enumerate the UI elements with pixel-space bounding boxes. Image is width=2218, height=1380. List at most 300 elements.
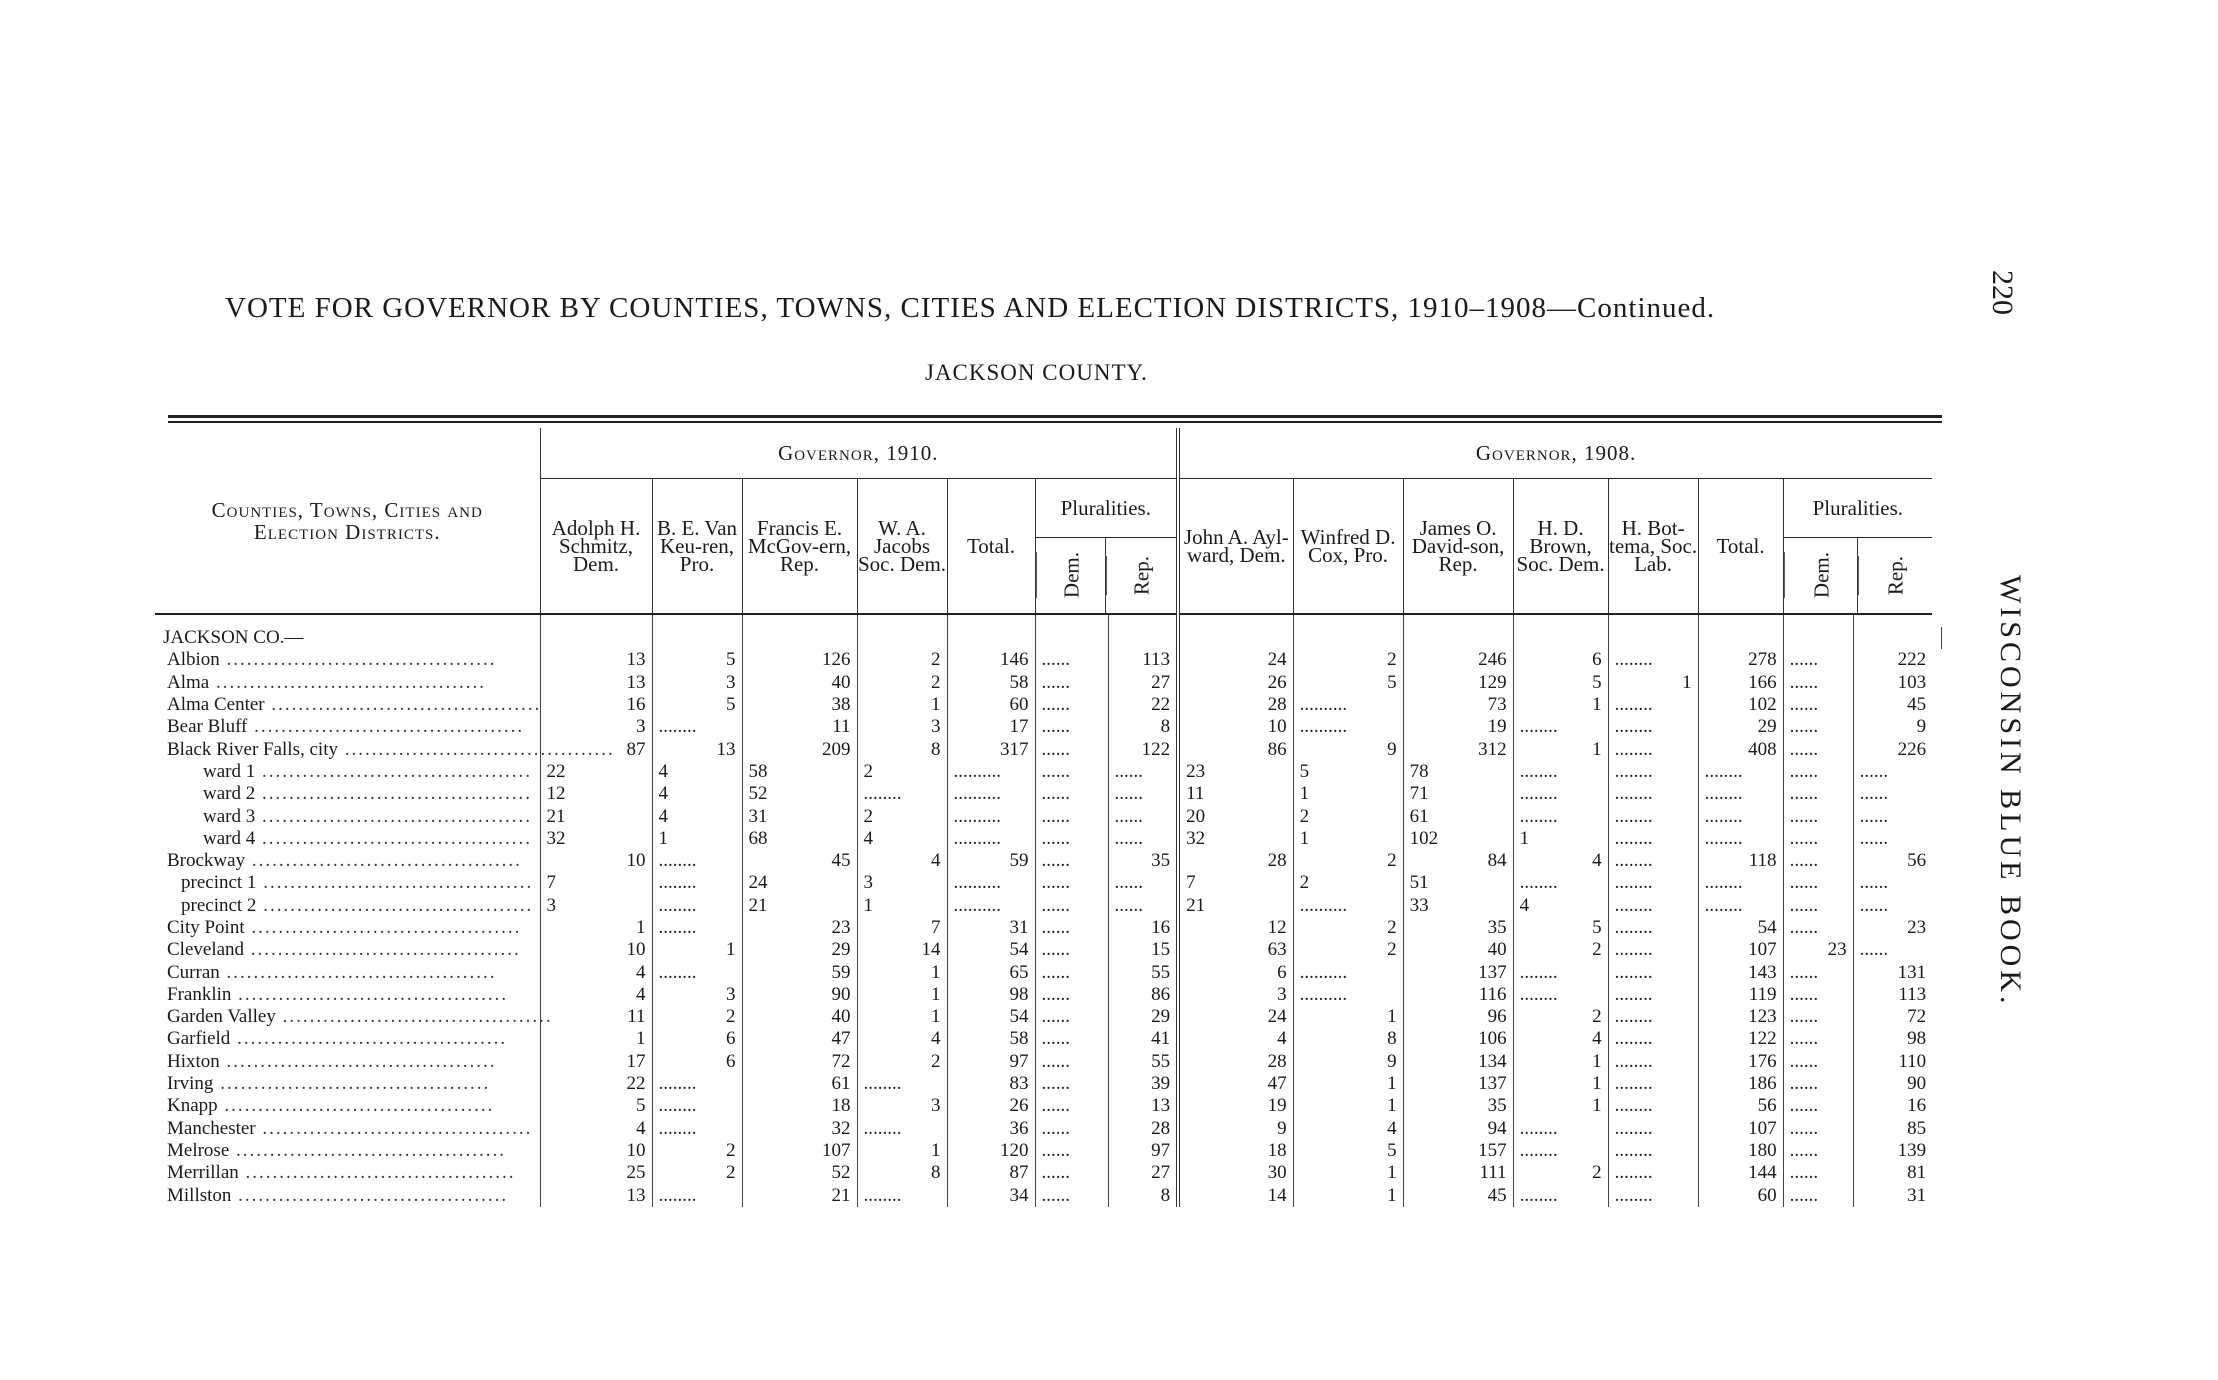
row-name bbox=[155, 805, 540, 827]
vote-cell: 3 bbox=[1178, 984, 1293, 1006]
vote-cell: 122 bbox=[1108, 738, 1178, 760]
vote-cell: 116 bbox=[1403, 984, 1513, 1006]
vote-cell: 131 bbox=[1897, 961, 1927, 983]
leader-dots: ........................................ bbox=[244, 939, 521, 961]
vote-cell: 17 bbox=[947, 716, 1035, 738]
vote-cell bbox=[1698, 627, 1783, 649]
vote-cell: 21 bbox=[742, 1184, 857, 1206]
vote-cell: 94 bbox=[1403, 1118, 1513, 1140]
vote-cell: ........ bbox=[1608, 694, 1698, 716]
vote-cell: 1 bbox=[857, 984, 947, 1006]
vote-cell: .......... bbox=[947, 805, 1035, 827]
vote-cell: 107 bbox=[742, 1140, 857, 1162]
row-name bbox=[155, 1095, 540, 1117]
vote-cell: 119 bbox=[1698, 984, 1783, 1006]
vote-cell: 13 bbox=[540, 649, 652, 671]
row-name bbox=[155, 828, 540, 850]
row-name bbox=[155, 1118, 540, 1140]
vote-cell: 23 bbox=[742, 917, 857, 939]
vote-table-body bbox=[155, 614, 1942, 1207]
vote-cell: 9 bbox=[1293, 738, 1403, 760]
pluralities-1908 bbox=[1783, 479, 1932, 615]
vote-cell: 111 bbox=[1403, 1162, 1513, 1184]
vote-cell bbox=[1608, 627, 1698, 649]
row-name bbox=[155, 1140, 540, 1162]
vote-cell: ...... bbox=[1108, 783, 1178, 805]
vote-cell: ...... bbox=[1783, 1184, 1853, 1206]
table-row bbox=[155, 672, 1942, 694]
vote-cell: 4 bbox=[1293, 1118, 1403, 1140]
vote-cell: 1 bbox=[857, 694, 947, 716]
vote-cell: ........ bbox=[857, 1073, 947, 1095]
vote-cell: ........ bbox=[1698, 872, 1783, 894]
vote-cell: ........ bbox=[652, 1095, 742, 1117]
vote-cell: 45 bbox=[742, 850, 857, 872]
vote-cell: ........ bbox=[1608, 1095, 1698, 1117]
vote-cell: 1 bbox=[1293, 1006, 1403, 1028]
vote-cell: ...... bbox=[1035, 917, 1108, 939]
vote-cell: ...... bbox=[1035, 783, 1108, 805]
vote-cell: ...... bbox=[1783, 1006, 1853, 1028]
county-heading: JACKSON COUNTY. bbox=[925, 360, 1148, 385]
cand-1910-vankeuren: B. E. Van Keu-ren, Pro. bbox=[652, 479, 742, 615]
vote-cell: ........ bbox=[1698, 828, 1783, 850]
vote-cell: ........ bbox=[1608, 1140, 1698, 1162]
table-row bbox=[155, 1028, 1942, 1050]
vote-cell: 86 bbox=[1178, 738, 1293, 760]
row-name-label: JACKSON CO.— bbox=[163, 627, 304, 649]
vote-cell: 86 bbox=[1108, 984, 1178, 1006]
vote-cell: ........ bbox=[1608, 716, 1698, 738]
table-row bbox=[155, 716, 1942, 738]
vote-cell: ...... bbox=[1035, 1051, 1108, 1073]
vote-cell: 5 bbox=[652, 694, 742, 716]
leader-dots: ........................................ bbox=[244, 917, 522, 938]
vote-cell: 106 bbox=[1403, 1028, 1513, 1050]
leader-dots: ........................................ bbox=[275, 1006, 553, 1028]
row-name-label: precinct 2 bbox=[181, 894, 257, 916]
plur-1910-rep bbox=[1106, 538, 1176, 613]
table-row bbox=[155, 1162, 1942, 1184]
vote-cell: ...... bbox=[1783, 850, 1853, 872]
vote-cell: ...... bbox=[1035, 850, 1108, 872]
vote-cell: ...... bbox=[1783, 672, 1853, 694]
spacer-cell bbox=[1853, 614, 1932, 627]
vote-cell: 166 bbox=[1698, 672, 1783, 694]
vote-cell: 4 bbox=[1513, 1028, 1608, 1050]
vote-cell: 23 bbox=[1178, 761, 1293, 783]
vote-cell: 65 bbox=[947, 961, 1035, 983]
vote-cell: 103 bbox=[1897, 671, 1927, 693]
row-name-label: City Point bbox=[167, 917, 245, 938]
vote-cell: 87 bbox=[540, 738, 652, 760]
vote-cell: 5 bbox=[540, 1095, 652, 1117]
vote-cell: 4 bbox=[540, 961, 652, 983]
row-name bbox=[155, 1006, 553, 1028]
vote-cell: 4 bbox=[652, 805, 742, 827]
vote-cell: ...... bbox=[1035, 1073, 1108, 1095]
vote-cell: ...... bbox=[1108, 895, 1178, 917]
vote-cell: ........ bbox=[1608, 939, 1698, 961]
vote-cell: ........ bbox=[1608, 917, 1698, 939]
table-row bbox=[155, 850, 1942, 872]
row-name bbox=[155, 761, 540, 783]
row-name bbox=[155, 872, 540, 894]
vote-cell: ........ bbox=[1608, 1028, 1698, 1050]
vote-cell: 32 bbox=[1178, 828, 1293, 850]
vote-cell: 278 bbox=[1698, 649, 1783, 671]
vote-cell: ...... bbox=[1783, 1140, 1853, 1162]
vote-cell: ........ bbox=[1513, 716, 1608, 738]
vote-cell: ........ bbox=[1698, 895, 1783, 917]
vote-cell: 22 bbox=[540, 761, 652, 783]
vote-cell: ........ bbox=[1513, 961, 1608, 983]
plur-1908-rep-label: Rep. bbox=[1858, 556, 1932, 595]
table-row bbox=[155, 738, 1942, 760]
vote-cell: 4 bbox=[1178, 1028, 1293, 1050]
vote-cell: .......... bbox=[1293, 895, 1403, 917]
table-row bbox=[155, 939, 1942, 961]
vote-cell: 40 bbox=[1403, 939, 1513, 961]
table-row bbox=[155, 627, 1942, 649]
vote-cell: ...... bbox=[1035, 1095, 1108, 1117]
vote-cell: 5 bbox=[1293, 761, 1403, 783]
cand-1908-total: Total. bbox=[1698, 479, 1783, 615]
vote-cell: 25 bbox=[540, 1162, 652, 1184]
pluralities-1910 bbox=[1035, 479, 1178, 615]
cand-1908-brown: H. D. Brown, Soc. Dem. bbox=[1513, 479, 1608, 615]
plur-1908-rep bbox=[1858, 538, 1932, 613]
table-row bbox=[155, 694, 1942, 716]
vote-cell: 19 bbox=[1403, 716, 1513, 738]
row-name-label: Bear Bluff bbox=[167, 716, 248, 738]
vote-cell: .......... bbox=[947, 783, 1035, 805]
vote-cell: 4 bbox=[857, 850, 947, 872]
vote-cell: 317 bbox=[947, 738, 1035, 760]
vote-cell: 59 bbox=[742, 961, 857, 983]
vote-cell: 61 bbox=[742, 1073, 857, 1095]
vote-cell: ........ bbox=[1608, 1118, 1698, 1140]
table-row bbox=[155, 1184, 1942, 1206]
vote-cell: 1 bbox=[1293, 828, 1403, 850]
row-name-label: precinct 1 bbox=[181, 872, 257, 894]
vote-cell: ...... bbox=[1783, 917, 1853, 939]
vote-cell: 4 bbox=[1513, 850, 1608, 872]
table-row bbox=[155, 761, 1942, 783]
vote-cell: 3 bbox=[857, 872, 947, 894]
vote-cell: 19 bbox=[1178, 1095, 1293, 1117]
table-row bbox=[155, 1118, 1942, 1140]
header-first-col bbox=[155, 428, 540, 614]
vote-cell: ........ bbox=[652, 716, 742, 738]
row-name-label: Hixton bbox=[167, 1050, 220, 1072]
vote-cell: 408 bbox=[1698, 738, 1783, 760]
vote-cell: 87 bbox=[947, 1162, 1035, 1184]
vote-cell: ........ bbox=[1608, 783, 1698, 805]
vote-cell: .......... bbox=[1293, 694, 1403, 716]
cand-1908-davidson: James O. David-son, Rep. bbox=[1403, 479, 1513, 615]
vote-cell: 113 bbox=[1108, 649, 1178, 671]
vote-cell: ........ bbox=[1608, 961, 1698, 983]
vote-cell: 58 bbox=[947, 1028, 1035, 1050]
row-name-label: Millston bbox=[167, 1184, 232, 1206]
leader-dots: ........................................ bbox=[264, 694, 542, 716]
vote-cell: 60 bbox=[1698, 1184, 1783, 1206]
vote-cell: ...... bbox=[1035, 1162, 1108, 1184]
vote-cell: .......... bbox=[947, 895, 1035, 917]
vote-cell: 28 bbox=[1178, 850, 1293, 872]
vote-cell: 2 bbox=[1513, 1006, 1608, 1028]
vote-cell: ........ bbox=[1513, 984, 1608, 1006]
spacer-cell bbox=[540, 614, 652, 627]
cand-1910-schmitz: Adolph H. Schmitz, Dem. bbox=[540, 479, 652, 615]
vote-cell: 28 bbox=[1178, 694, 1293, 716]
vote-cell: ........ bbox=[1608, 850, 1698, 872]
vote-cell: ...... bbox=[1783, 984, 1853, 1006]
vote-cell: 1 bbox=[1293, 1162, 1403, 1184]
vote-cell: 2 bbox=[652, 1162, 742, 1184]
vote-cell: ...... bbox=[1783, 961, 1853, 983]
book-title: WISCONSIN BLUE BOOK. bbox=[1994, 575, 2027, 1008]
vote-cell: 55 bbox=[1108, 961, 1178, 983]
row-name-label: ward 4 bbox=[203, 827, 256, 849]
vote-cell: ........ bbox=[857, 783, 947, 805]
vote-cell: 4 bbox=[652, 761, 742, 783]
vote-cell: 13 bbox=[1108, 1095, 1178, 1117]
vote-cell: 107 bbox=[1698, 1118, 1783, 1140]
vote-cell: 2 bbox=[652, 1006, 742, 1028]
vote-cell: 6 bbox=[1178, 961, 1293, 983]
vote-cell: 176 bbox=[1698, 1051, 1783, 1073]
vote-cell: 5 bbox=[1293, 672, 1403, 694]
vote-cell: 2 bbox=[857, 672, 947, 694]
vote-cell: 22 bbox=[540, 1073, 652, 1095]
vote-cell: ........ bbox=[1608, 872, 1698, 894]
vote-cell: ...... bbox=[1783, 716, 1853, 738]
vote-cell bbox=[540, 627, 652, 649]
vote-cell: 63 bbox=[1178, 939, 1293, 961]
vote-cell: 52 bbox=[742, 783, 857, 805]
vote-cell: ........ bbox=[1513, 805, 1608, 827]
vote-cell: ...... bbox=[1859, 894, 1889, 916]
vote-cell: 10 bbox=[540, 1140, 652, 1162]
leader-dots: ........................................ bbox=[255, 783, 532, 805]
row-name-label: Merrillan bbox=[167, 1162, 239, 1184]
table-row bbox=[155, 1140, 1942, 1162]
page-title: VOTE FOR GOVERNOR BY COUNTIES, TOWNS, CITIES AND ELECTION DISTRICTS, 1910–1908—Continued. bbox=[225, 292, 1716, 324]
leader-dots: ........................................ bbox=[219, 649, 497, 671]
vote-cell: ........ bbox=[857, 1184, 947, 1206]
row-name-label: Franklin bbox=[167, 983, 232, 1005]
plur-1910-dem-label: Dem. bbox=[1036, 552, 1106, 598]
vote-cell: 97 bbox=[1108, 1140, 1178, 1162]
vote-cell: ...... bbox=[1783, 694, 1853, 716]
vote-cell: 39 bbox=[1108, 1073, 1178, 1095]
vote-cell: 61 bbox=[1403, 805, 1513, 827]
vote-cell: 1 bbox=[1293, 1184, 1403, 1206]
vote-cell: 137 bbox=[1403, 1073, 1513, 1095]
vote-cell: 2 bbox=[857, 805, 947, 827]
row-name-label: Alma bbox=[167, 671, 210, 693]
vote-cell: 2 bbox=[1293, 939, 1403, 961]
vote-cell: 60 bbox=[947, 694, 1035, 716]
vote-cell: 1 bbox=[1293, 1073, 1403, 1095]
cand-1910-total: Total. bbox=[947, 479, 1035, 615]
vote-cell: 209 bbox=[742, 738, 857, 760]
vote-cell: 1 bbox=[540, 917, 652, 939]
table-row bbox=[155, 872, 1942, 894]
vote-cell: 16 bbox=[540, 694, 652, 716]
vote-cell: ........ bbox=[1513, 1184, 1608, 1206]
vote-cell: ........ bbox=[1608, 649, 1698, 671]
vote-cell: 2 bbox=[857, 1051, 947, 1073]
vote-cell: ...... bbox=[1035, 761, 1108, 783]
vote-cell: 1 bbox=[1513, 1051, 1608, 1073]
vote-cell: 32 bbox=[742, 1118, 857, 1140]
vote-cell: 56 bbox=[1698, 1095, 1783, 1117]
row-name bbox=[155, 627, 540, 649]
leader-dots: ........................................ bbox=[255, 827, 532, 849]
vote-cell: 3 bbox=[857, 716, 947, 738]
vote-cell: ...... bbox=[1783, 1162, 1853, 1184]
vote-table bbox=[155, 428, 1942, 1207]
vote-cell: 4 bbox=[857, 828, 947, 850]
vote-cell: 17 bbox=[540, 1051, 652, 1073]
vote-cell: ...... bbox=[1783, 1073, 1853, 1095]
vote-cell: 12 bbox=[540, 783, 652, 805]
vote-cell: ...... bbox=[1783, 1028, 1853, 1050]
vote-cell: 27 bbox=[1108, 672, 1178, 694]
vote-cell: ........ bbox=[652, 850, 742, 872]
table-row bbox=[155, 1051, 1942, 1073]
vote-cell: 21 bbox=[742, 895, 857, 917]
vote-cell: ........ bbox=[1608, 984, 1698, 1006]
leader-dots: ........................................ bbox=[230, 1028, 508, 1050]
vote-cell: 107 bbox=[1698, 939, 1783, 961]
leader-dots: ........................................ bbox=[255, 805, 532, 827]
vote-cell: 45 bbox=[1907, 694, 1927, 716]
vote-cell: 73 bbox=[1403, 694, 1513, 716]
vote-cell: 113 bbox=[1898, 983, 1927, 1005]
vote-cell: 246 bbox=[1403, 649, 1513, 671]
vote-cell: 24 bbox=[742, 872, 857, 894]
vote-cell: 35 bbox=[1403, 1095, 1513, 1117]
vote-cell: ........ bbox=[1698, 783, 1783, 805]
vote-cell: 1 bbox=[857, 961, 947, 983]
vote-cell: 312 bbox=[1403, 738, 1513, 760]
row-name bbox=[155, 895, 540, 917]
vote-cell: 8 bbox=[1108, 716, 1178, 738]
vote-cell: 180 bbox=[1698, 1140, 1783, 1162]
vote-cell: 90 bbox=[1907, 1073, 1927, 1095]
vote-cell: 29 bbox=[1108, 1006, 1178, 1028]
leader-dots: ........................................ bbox=[245, 850, 522, 872]
vote-cell: 15 bbox=[1108, 939, 1178, 961]
vote-cell: 4 bbox=[540, 1118, 652, 1140]
vote-cell: 2 bbox=[857, 649, 947, 671]
page-number: 220 bbox=[1986, 270, 2019, 315]
vote-cell: ...... bbox=[1783, 1051, 1853, 1073]
group-1910-header: Governor, 1910. bbox=[540, 428, 1178, 479]
vote-cell: 58 bbox=[742, 761, 857, 783]
vote-cell: ...... bbox=[1783, 872, 1853, 894]
row-name bbox=[155, 716, 540, 738]
leader-dots: ........................................ bbox=[231, 1184, 509, 1206]
vote-cell: 3 bbox=[540, 895, 652, 917]
row-name bbox=[155, 961, 540, 983]
vote-cell: 23 bbox=[1783, 939, 1853, 961]
vote-cell: 226 bbox=[1897, 738, 1927, 760]
vote-cell: 118 bbox=[1698, 850, 1783, 872]
row-name-label: Brockway bbox=[167, 850, 246, 872]
vote-cell: ........ bbox=[1608, 828, 1698, 850]
row-name bbox=[155, 1028, 540, 1050]
vote-cell: 47 bbox=[742, 1028, 857, 1050]
vote-cell: ...... bbox=[1108, 872, 1178, 894]
vote-cell: 1 bbox=[1513, 1095, 1608, 1117]
vote-cell: 5 bbox=[652, 649, 742, 671]
vote-cell: 4 bbox=[540, 984, 652, 1006]
vote-cell: 23 bbox=[1907, 917, 1927, 938]
vote-cell: 2 bbox=[857, 761, 947, 783]
vote-cell: 8 bbox=[857, 1162, 947, 1184]
vote-cell: ........ bbox=[1608, 1051, 1698, 1073]
vote-cell: 11 bbox=[1178, 783, 1293, 805]
vote-cell: 1 bbox=[1293, 1095, 1403, 1117]
vote-cell: 24 bbox=[1178, 649, 1293, 671]
vote-cell: ...... bbox=[1035, 672, 1108, 694]
top-rule-2 bbox=[168, 421, 1942, 423]
vote-cell: 2 bbox=[1293, 850, 1403, 872]
vote-cell: ...... bbox=[1108, 761, 1178, 783]
vote-cell: 51 bbox=[1403, 872, 1513, 894]
vote-cell: 16 bbox=[1907, 1095, 1927, 1117]
leader-dots: ........................................ bbox=[213, 1073, 491, 1095]
vote-cell: 1 bbox=[1513, 1073, 1608, 1095]
table-row bbox=[155, 805, 1942, 827]
vote-cell: 72 bbox=[1907, 1006, 1927, 1028]
vote-cell: ...... bbox=[1859, 827, 1889, 849]
row-name-label: ward 3 bbox=[203, 805, 256, 827]
spacer-cell bbox=[1698, 614, 1783, 627]
vote-cell: ...... bbox=[1035, 1028, 1108, 1050]
vote-cell: 45 bbox=[1403, 1184, 1513, 1206]
vote-cell: 13 bbox=[540, 672, 652, 694]
vote-cell: ...... bbox=[1035, 805, 1108, 827]
row-name bbox=[155, 672, 540, 694]
vote-cell: 32 bbox=[540, 828, 652, 850]
vote-cell: ...... bbox=[1035, 1006, 1108, 1028]
vote-cell: ........ bbox=[1608, 1162, 1698, 1184]
vote-cell: 55 bbox=[1108, 1051, 1178, 1073]
vote-cell: 13 bbox=[540, 1184, 652, 1206]
vote-cell: 54 bbox=[947, 939, 1035, 961]
row-name-label: Curran bbox=[167, 961, 220, 983]
vote-cell: .......... bbox=[947, 761, 1035, 783]
vote-cell bbox=[1293, 627, 1403, 649]
row-name bbox=[155, 783, 540, 805]
vote-cell: 1 bbox=[1513, 694, 1608, 716]
vote-cell: 4 bbox=[1513, 895, 1608, 917]
vote-cell: 12 bbox=[1178, 917, 1293, 939]
vote-cell: 1 bbox=[1513, 828, 1608, 850]
row-name bbox=[155, 1162, 540, 1184]
vote-cell bbox=[652, 627, 742, 649]
vote-cell: 6 bbox=[652, 1028, 742, 1050]
vote-cell: ........ bbox=[652, 917, 742, 939]
vote-cell: 71 bbox=[1403, 783, 1513, 805]
vote-cell: 4 bbox=[857, 1028, 947, 1050]
